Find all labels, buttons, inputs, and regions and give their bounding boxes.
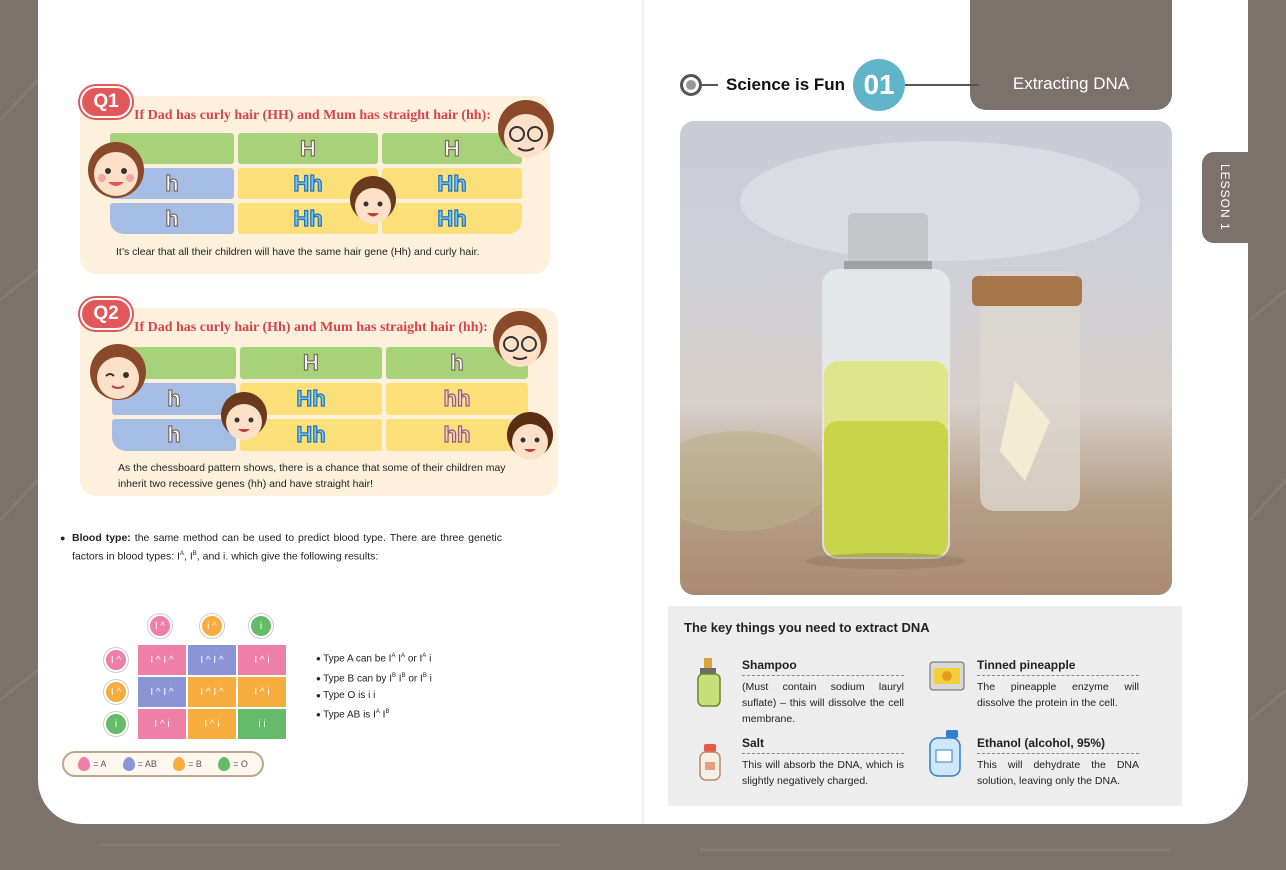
list-item: ● Type AB is $I^A$ $I^B$ — [316, 704, 432, 724]
dad-face-icon — [494, 98, 558, 166]
q1-badge: Q1 — [80, 86, 132, 118]
pineapple-tin-icon — [928, 658, 966, 692]
key-item-desc: (Must contain sodium lauryl suflate) – this will dissolve the cell membrane. — [742, 681, 904, 725]
orange-drop-icon — [173, 757, 185, 771]
heading-line — [702, 84, 718, 86]
q2-badge: Q2 — [80, 298, 132, 330]
q2-title: If Dad has curly hair (Hh) and Mum has straight hair (hh): — [134, 320, 488, 335]
legend-item-b — [173, 757, 202, 771]
q2-cell-side: h — [112, 419, 236, 451]
child-face-icon — [502, 410, 558, 466]
ring-bullet-icon — [680, 74, 702, 96]
chapter-tab: Extracting DNA — [970, 0, 1172, 110]
q1-cell: Hh — [382, 168, 522, 199]
q2-note: As the chessboard pattern shows, there is a chance that some of their children may inherit two recessive genes (hh) and have straight hair! — [118, 462, 506, 490]
section-heading — [680, 60, 979, 110]
pink-drop-icon — [78, 757, 90, 771]
blood-cell: I ^ I ^ — [188, 645, 236, 675]
key-things-title: The key things you need to extract DNA — [684, 620, 930, 635]
key-item-desc: This will absorb the DNA, which is slightly negatively charged. — [742, 759, 904, 787]
legend-label: = AB — [137, 759, 157, 769]
q2-cell: hh — [386, 383, 528, 415]
heading-line — [905, 84, 979, 86]
blood-type-legend — [62, 751, 264, 777]
q1-title: If Dad has curly hair (HH) and Mum has straight hair (hh): — [134, 108, 491, 123]
blood-type-text: , I — [184, 550, 193, 563]
blood-side-ia: I ^ — [104, 648, 128, 672]
violet-drop-icon — [123, 757, 135, 771]
q1-cell-header: H — [382, 133, 522, 164]
superscript-a: A — [179, 551, 184, 557]
child-face-icon — [216, 390, 272, 446]
blood-type-text: the same method can be used to predict blood type. There are three genetic factors in blood types: I — [72, 532, 503, 563]
blood-cell: i i — [238, 709, 286, 739]
key-item-name: Ethanol (alcohol, 95%) — [977, 736, 1139, 754]
blood-side-i: i — [104, 712, 128, 736]
bottle-illustration — [680, 121, 1172, 595]
list-item: ● Type O is i i — [316, 688, 432, 705]
blood-cell: I ^ i — [188, 709, 236, 739]
key-item-salt — [742, 736, 904, 789]
key-item-name: Salt — [742, 736, 904, 754]
blood-cell: I ^ I ^ — [138, 645, 186, 675]
key-item-pineapple — [977, 658, 1139, 711]
key-item-shampoo — [742, 658, 904, 727]
q1-cell: Hh — [382, 203, 522, 234]
page-gutter — [642, 0, 644, 824]
key-item-desc: This will dehydrate the DNA solution, leaving only the DNA. — [977, 759, 1139, 787]
legend-item-a — [78, 757, 106, 771]
superscript-b: B — [192, 551, 197, 557]
mum-face-icon — [84, 136, 148, 202]
legend-label: = B — [188, 759, 202, 769]
list-item: ● Type A can be $I^A$ $I^A$ or $I^A$ i — [316, 648, 432, 668]
blood-header-ia: I ^ — [148, 614, 172, 638]
list-item: ● Type B can by $I^B$ $I^B$ or $I^B$ i — [316, 668, 432, 688]
q1-cell-header: H — [238, 133, 378, 164]
q2-cell-side: h — [112, 383, 236, 415]
q2-cell: Hh — [240, 419, 382, 451]
blood-cell: I ^ I ^ — [138, 677, 186, 707]
q1-cell-side: h — [110, 203, 234, 234]
blood-type-paragraph — [60, 530, 503, 565]
q2-cell-header: H — [240, 347, 382, 379]
lesson-tab-label: LESSON 1 — [1218, 164, 1232, 231]
section-number: 01 — [853, 59, 905, 111]
green-drop-icon — [218, 757, 230, 771]
key-item-name: Tinned pineapple — [977, 658, 1139, 676]
salt-shaker-icon — [696, 742, 724, 782]
ethanol-bottle-icon — [926, 728, 966, 780]
key-item-ethanol — [977, 736, 1139, 789]
blood-side-ib: I ^ — [104, 680, 128, 704]
key-things-box — [668, 606, 1182, 806]
legend-label: = O — [233, 759, 248, 769]
legend-item-ab — [123, 757, 157, 771]
q1-cell: Hh — [238, 168, 378, 199]
blood-type-label: Blood type: — [72, 532, 131, 544]
blood-cell: I ^ i — [238, 677, 286, 707]
q2-cell: Hh — [240, 383, 382, 415]
blood-header-ib: i ^ — [200, 614, 224, 638]
q1-cell: Hh — [238, 203, 378, 234]
q1-cell-side: h — [110, 168, 234, 199]
oil-bottle-photo — [680, 121, 1172, 595]
blood-cell: I ^ I ^ — [188, 677, 236, 707]
q1-punnett-grid — [110, 133, 522, 234]
lesson-tab[interactable] — [1200, 150, 1248, 245]
q2-cell: hh — [386, 419, 528, 451]
legend-label: = A — [93, 759, 107, 769]
blood-type-text: , and i. which give the following results: — [196, 550, 379, 563]
key-item-name: Shampoo — [742, 658, 904, 676]
section-title: Science is Fun — [726, 75, 846, 94]
legend-item-o — [218, 757, 248, 771]
blood-type-list — [316, 648, 432, 724]
blood-cell: I ^ i — [138, 709, 186, 739]
child-face-icon — [346, 174, 400, 230]
blood-header-i: i — [249, 614, 273, 638]
key-item-desc: The pineapple enzyme will dissolve the protein in the cell. — [977, 681, 1139, 709]
q2-punnett-grid — [112, 347, 528, 451]
bullet-icon: ● — [60, 533, 66, 543]
mum-face-icon — [86, 342, 150, 404]
blood-cell: I ^ i — [238, 645, 286, 675]
q2-cell-header: h — [386, 347, 528, 379]
q1-note: It’s clear that all their children will have the same hair gene (Hh) and curly hair. — [116, 246, 480, 258]
shampoo-bottle-icon — [694, 656, 724, 708]
dad-face-icon — [488, 310, 552, 374]
